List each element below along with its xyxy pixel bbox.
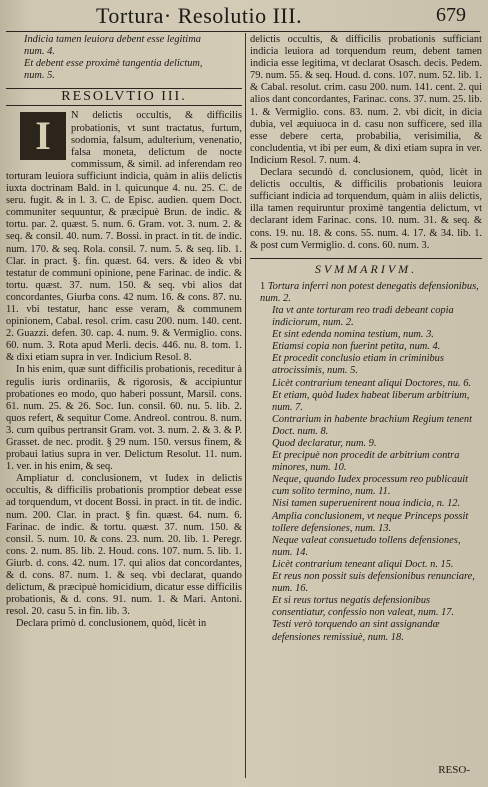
- summarium-item: Nisi tamen superuenirent noua indicia, n. 12.: [272, 498, 461, 510]
- summarium-item: Etiamsi copia non fuerint petita, num. 4.: [272, 341, 441, 353]
- summarium-item: Licèt contrarium teneant aliqui Doctores, nu. 6.: [272, 377, 472, 389]
- summarium-item: Et precipuè non procedit de arbitrium contra minores, num. 10.: [272, 450, 460, 474]
- summarium-item: Et reus non possit suis defensionibus renunciare, num. 16.: [272, 571, 475, 595]
- summarium-item: Et etiam, quòd Iudex habeat liberum arbitrium, num. 7.: [272, 389, 470, 413]
- summarium-heading: SVMMARIVM.: [250, 258, 482, 275]
- summarium-item: Neque, quando Iudex processum reo publicauit cum solito termino, num. 11.: [272, 474, 469, 498]
- running-header: [0, 3, 488, 29]
- summarium-item: [250, 281, 482, 305]
- header-rule: [6, 31, 480, 32]
- summarium-item: Contrarium in habente brachium Regium tenent Doct. num. 8.: [272, 413, 472, 437]
- paragraph-2: In his enim, quæ sunt difficilis probationis, receditur à regulis iuris ordinariis, & rigorosis, & accipiuntur probationes eo modo, quo haberi possunt, Marsil. cons. 61. num. 25. & 26. Soc. Iun. consil. 60. nu. 5. lib. 2. quos refert, & sequitur Come. Andreol. controu. 8. num. 3. cum quibus pertransit Gram. vot. 3. num. 2. & 3. & P. Grasset. de nec. prodit. § 29 num. 150. versus finem, & probaui latius supra in ver. Delictum Resolut. 11. num. 1. ver. in his enim, & seq.: [6, 364, 242, 473]
- summarium-item: Et si reus tortus negatis defensionibus consentiatur, confessio non valeat, num. 17.: [272, 595, 455, 619]
- summarium-item-text: Tortura inferri non potest denegatis defensionibus, num. 2.: [260, 280, 479, 304]
- summary-line: Indicia tamen leuiora debent esse legitima: [24, 34, 201, 45]
- summary-line: Et debent esse proximè tangentia delictum,: [24, 58, 203, 70]
- resolutio-heading: RESOLVTIO III.: [6, 88, 242, 106]
- summarium-item: Testi verò torquendo an sint assignandæ defensiones remissiuè, num. 18.: [272, 619, 440, 643]
- summary-tail: [24, 34, 242, 82]
- running-title: Tortura· Resolutio III.: [96, 3, 303, 28]
- summarium-item: Licèt contrarium teneant aliqui Doct. n. 15.: [272, 558, 454, 570]
- summary-line: num. 5.: [24, 70, 55, 82]
- summarium-item-number: 1: [260, 280, 266, 292]
- summarium-item: Amplia conclusionem, vt neque Princeps possit tollere defensiones, num. 13.: [272, 510, 469, 534]
- summarium-item: Et sint edenda nomina testium, num. 3.: [272, 329, 434, 341]
- left-column: [6, 34, 242, 631]
- summarium-item: Quod declaratur, num. 9.: [272, 438, 377, 449]
- paragraph-5: delictis occultis, & difficilis probationis sufficiant indicia leuiora ad torquendum reum, debent tamen indicia esse legitima, vt declarat Osasch. decis. Pedem. 79. num. 55. & seq. Houd. d. cons. 107. num. 52. lib. 1. & Cabal. resolut. crim. casu 200. num. 141. cent. 2. qui alios dant concordantes, Farinac. cons. 37. num. 25. lib. 1. & Vermiglio. cons. 83. num. 2. vbi dicit, in dicia dubia, vel æquiuoca in d. casu non sufficere, sed illa esse debere certa, probabilia, verisimilia, & concludentia, vt ibi per eum, & dixi etiam supra in ver. Indicium Resol. 7. num. 4.: [250, 34, 482, 166]
- paragraph-6: Declara secundò d. conclusionem, quòd, licèt in delictis occultis, & difficilis probationis leuiora sufficiant indicia ad torquendum, quàm in aliis delictis, illa tamen requiruntur proximè tangentia delictum, vt declarant idem Farinac. cons. 10. num. 31. & seq. & cons. 19. nu. 18. & cons. 55. num. 4. 17. & 34. lib. 1. & post cum Vermiglio. d. cons. 60. num. 3.: [250, 167, 482, 251]
- paragraph-3: Ampliatur d. conclusionem, vt Iudex in delictis occultis, & difficilis probationis promptior debeat esse ad torquendum, vt docent Bossi. in pract. in tit. de indic. num. 200. Clar. in pract. § fin. quæst. 64. num. 6. Farinac. de indic. & tortu. quæst. 37. num. 150. & consil. 5. num. 10. & cons. 23. num. 20. lib. 1. Peregr. cons. 2. num. 85. lib. 2. Houd. cons. 107. num. 5. lib. 1. Giurb. d. cons. 42. num. 17. qui alios dat concordantes, & d. cons. 87. num. 1. & seq. vbi declarat, quando delictum, & præcipuè homicidium, dicatur esse difficilis probationis, & d. cons. 91. num. 1. & Mari. Antoni. resol. 20. casu 5. in fin. lib. 3.: [6, 473, 242, 618]
- summarium-item: Ita vt ante torturam reo tradi debeant copia indiciorum, num. 2.: [272, 304, 454, 329]
- drop-cap: I: [20, 112, 66, 160]
- summarium-list: [250, 281, 482, 644]
- paragraph-1: N delictis occultis, & difficilis probationis, vt sunt tractatus, furtum, sodomia, falsum, adulterium, venenatio, falsa moneta, delictum de nocte commissum, & simil. ad inferendam reo torturam leuiora sufficiunt indicia, quàm in aliis delictis iuxta doctrinam Bald. in l. quicunque 4. nu. 25. C. de seru. fugit. & in l. 3. C. de Episc. audien. quem Doct. communiter sequuntur, & præcipuè Brun. de indic. & tortu. par. 2. quæst. 5. num. 6. Gram. vot. 3. num. 2. & seq. & consil. 40. num. 7. Bossi. in pract. in tit. de indic. num. 170. & seq. Rola. consil. 7. num. 5. & seq. lib. 1. Clar. in pract. §. fin. quæst. 64. vers. & ideo & vbi testatur de communi opinione, pene Farinac. de indic. & tortu. quæst. 37. num. 150. & seq. vbi alios dat concordantes, Giurba cons. 42 num. 16. & cons. 87. nu. 11. vbi testatur, hanc esse veram, & communem opinionem, Cabal. resol. crim. casu 200. num. 140. cent. 2. Guazzi. defen. 30. cap. 4. num. 9. & Vermiglio. cons. 60. num. 3. Rota apud Merli. decis. 446. nu. 8. tom. 1. & dixi etiam supra in ver. Indicium Resol. 8.: [6, 110, 242, 364]
- right-column: [250, 34, 482, 644]
- summary-line: num. 4.: [24, 46, 55, 58]
- summarium-item: Neque valeat consuetudo tollens defensiones, num. 14.: [272, 534, 461, 558]
- catchword: RESO-: [438, 764, 470, 776]
- paragraph-4: Declara primò d. conclusionem, quòd, licèt in: [16, 618, 207, 630]
- column-divider: [245, 33, 246, 778]
- summarium-item: Et procedit conclusio etiam in criminibus atrocissimis, num. 5.: [272, 353, 444, 377]
- page-number: 679: [436, 4, 466, 26]
